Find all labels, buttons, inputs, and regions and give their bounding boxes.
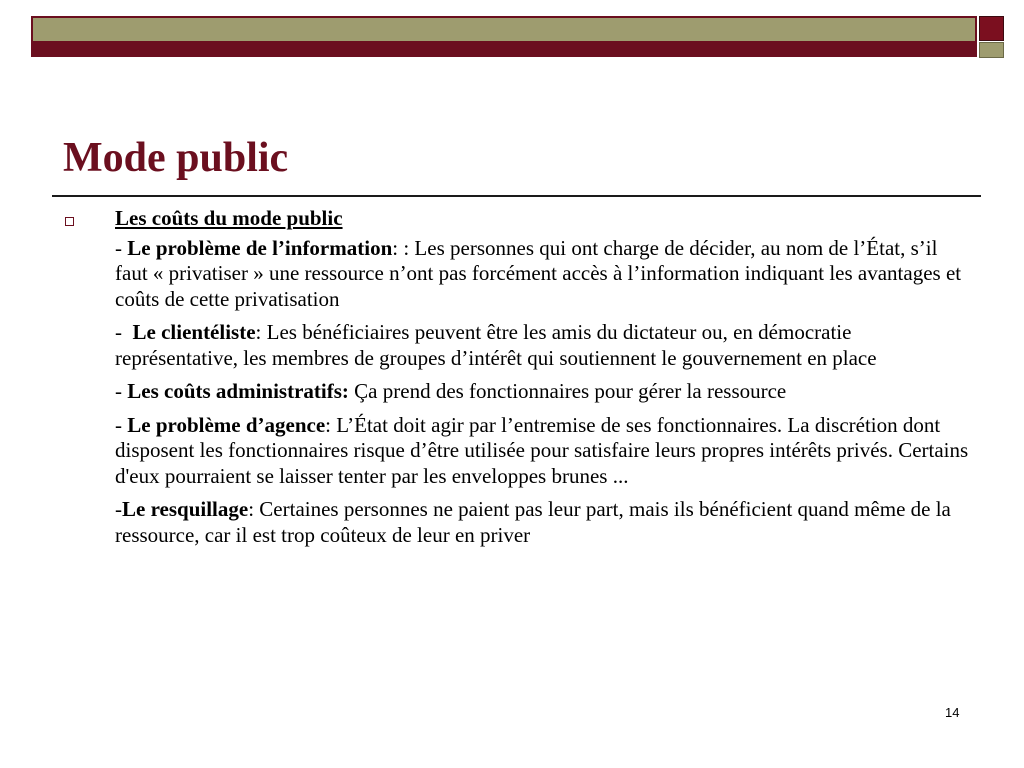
paragraph-term: Le problème d’agence: [127, 412, 326, 437]
paragraph-prefix: -: [115, 235, 128, 260]
paragraph-clientelisme: [115, 320, 975, 371]
slide-content: [115, 206, 975, 556]
paragraph-term: Le problème de l’information: [127, 235, 393, 260]
paragraph-text: : L’État doit agir par l’entremise de ses fonctionnaires. La discrétion dont disposent les fonctionnaires risque d’être utilisée pour satisfaire leurs propres intérêts privés. Certains d'eux pourraient se laisser tenter par les enveloppes brunes ...: [115, 412, 969, 488]
paragraph-prefix: -: [115, 320, 133, 344]
paragraph-administratifs: [115, 379, 975, 405]
paragraph-resquillage: [115, 497, 975, 548]
paragraph-term: Le resquillage: [122, 497, 249, 521]
page-number: 14: [945, 705, 960, 720]
paragraph-term: Les coûts administratifs:: [127, 379, 349, 403]
paragraph-prefix: -: [115, 497, 122, 521]
slide-title: Mode public: [63, 135, 289, 181]
paragraph-text: Ça prend des fonctionnaires pour gérer la ressource: [348, 379, 787, 403]
paragraph-prefix: -: [115, 412, 128, 437]
title-divider: [52, 195, 981, 197]
corner-red-square: [979, 16, 1004, 41]
paragraph-prefix: -: [115, 379, 128, 403]
paragraph-information: [115, 236, 975, 313]
paragraph-text: : Les bénéficiaires peuvent être les amis du dictateur ou, en démocratie représentative, les membres de groupes d’intérêt qui soutiennent le gouvernement en place: [115, 320, 877, 370]
paragraph-agence: [115, 413, 975, 490]
paragraph-text: : Certaines personnes ne paient pas leur part, mais ils bénéficient quand même de la ressource, car il est trop coûteux de leur en priver: [115, 497, 951, 547]
header-olive-band: [33, 18, 975, 41]
paragraph-text: : : Les personnes qui ont charge de décider, au nom de l’État, s’il faut « privatiser » une ressource n’ont pas forcément accès à l’information indiquant les avantages et coûts de cette privatisation: [115, 235, 962, 311]
paragraph-term: Le clientéliste: [132, 320, 256, 344]
section-heading: Les coûts du mode public: [115, 206, 343, 230]
square-bullet-icon: [65, 217, 74, 226]
corner-olive-square: [979, 42, 1004, 58]
